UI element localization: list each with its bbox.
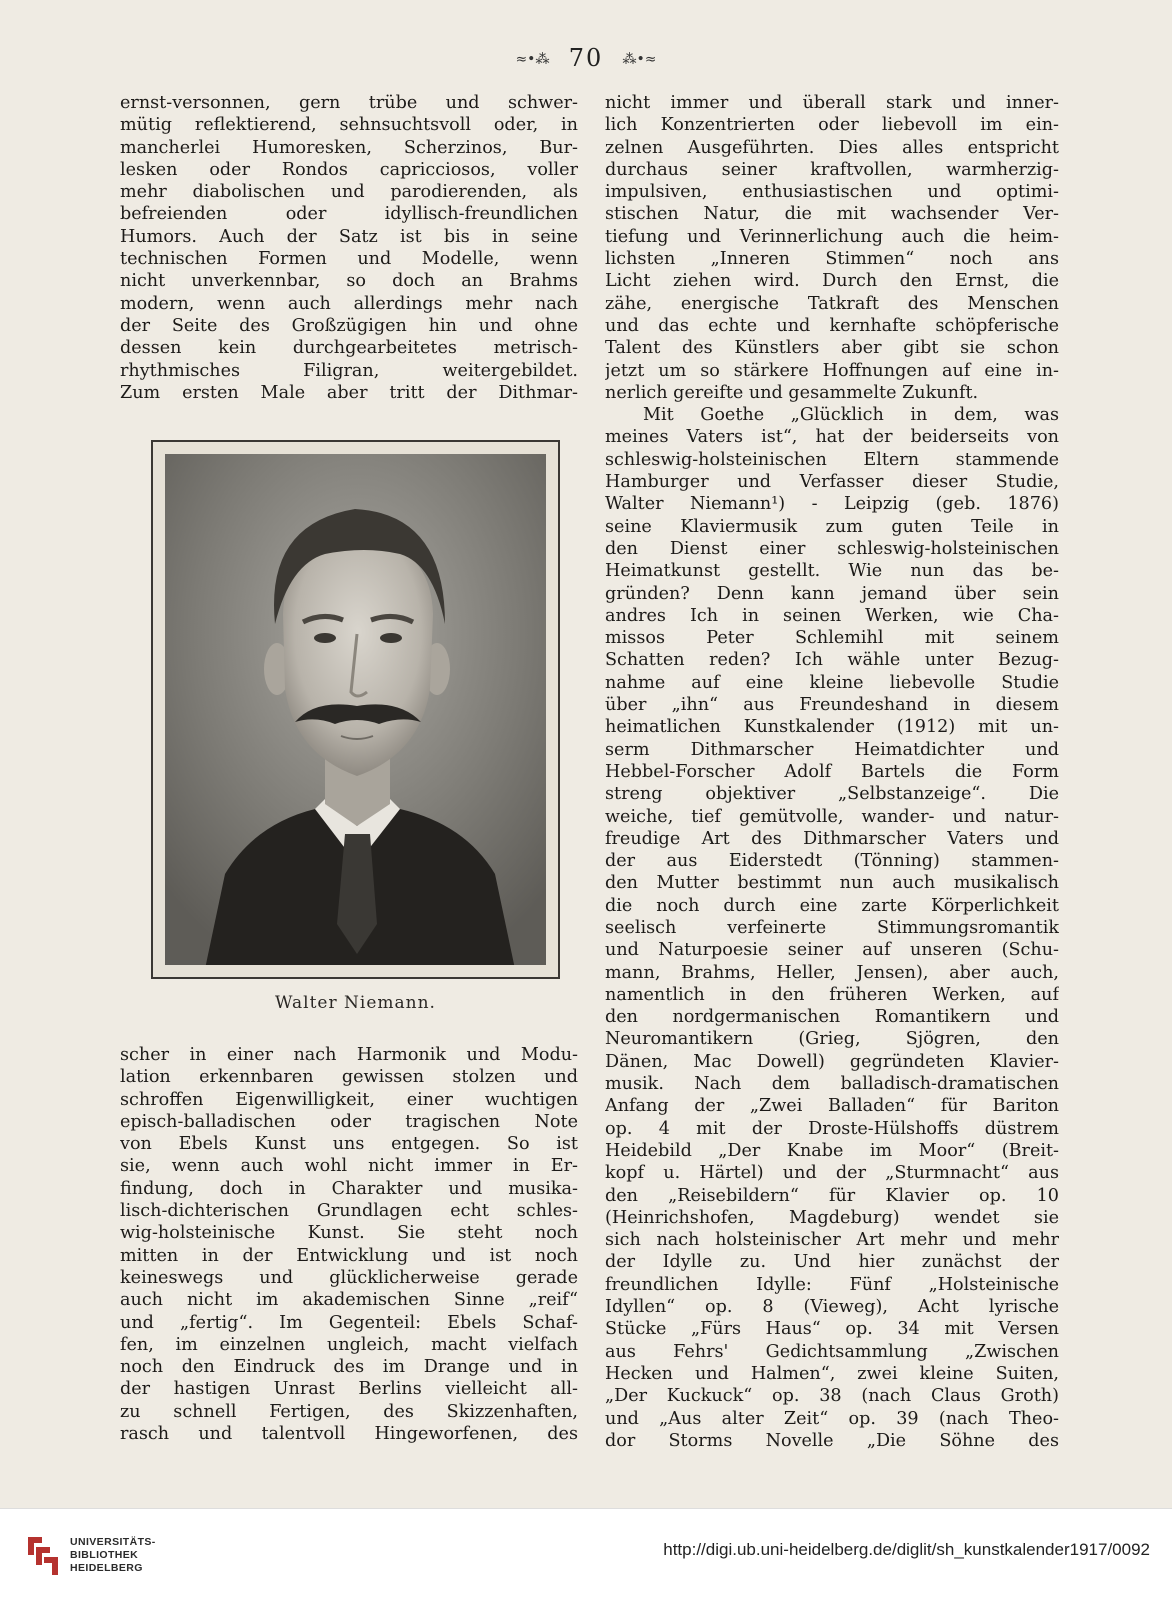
portrait-illustration	[165, 454, 546, 965]
permalink-url[interactable]: http://digi.ub.uni-heidelberg.de/diglit/sh_kunstkalender1917/0092	[663, 1540, 1150, 1559]
text-line: Heimatkunst gestellt. Wie nun das be-	[605, 561, 1059, 582]
text-line: nicht immer und überall stark und inner-	[605, 93, 1059, 113]
text-line: Neuromantikern (Grieg, Sjögren, den	[605, 1029, 1059, 1050]
text-line: stischen Natur, die mit wachsender Ver-	[605, 204, 1059, 225]
text-line: schroffen Eigenwilligkeit, einer wuchtigen	[120, 1089, 578, 1110]
text-line: Zum ersten Male aber tritt der Dithmar-	[120, 382, 578, 403]
page-header	[0, 44, 1172, 72]
text-line: von Ebels Kunst uns entgegen. So ist	[120, 1134, 578, 1155]
text-line: op. 4 mit der Droste-Hülshoffs düstrem	[605, 1118, 1059, 1139]
text-line: und Naturpoesie seiner auf unseren (Schu-	[605, 940, 1059, 961]
text-line: streng objektiver „Selbstanzeige“. Die	[605, 784, 1059, 805]
text-line: dor Storms Novelle „Die Söhne des	[605, 1430, 1059, 1451]
text-line: der Idylle zu. Und hier zunächst der	[605, 1252, 1059, 1273]
text-line: sie, wenn auch wohl nicht immer in Er-	[120, 1156, 578, 1177]
text-line: Hamburger und Verfasser dieser Studie,	[605, 472, 1059, 493]
text-line: serm Dithmarscher Heimatdichter und	[605, 739, 1059, 760]
text-line: weiche, tief gemütvolle, wander- und natur-	[605, 806, 1059, 827]
text-line: Heidebild „Der Knabe im Moor“ (Breit-	[605, 1140, 1059, 1161]
text-line: nicht unverkennbar, so doch an Brahms	[120, 271, 578, 292]
text-line: mancherlei Humoresken, Scherzinos, Bur-	[120, 137, 578, 158]
text-line: dessen kein durchgearbeitetes metrisch-	[120, 338, 578, 359]
library-name	[70, 1536, 156, 1575]
text-line: mehr diabolischen und parodierenden, als	[120, 182, 578, 203]
text-line: lichsten „Inneren Stimmen“ noch ans	[605, 249, 1059, 270]
text-line: Licht ziehen wird. Durch den Ernst, die	[605, 271, 1059, 292]
text-line: Humors. Auch der Satz ist bis in seine	[120, 226, 578, 247]
text-line: kopf u. Härtel) und der „Sturmnacht“ aus	[605, 1163, 1059, 1184]
text-line: meines Vaters ist“, hat der beiderseits von	[605, 427, 1059, 448]
text-line: seelisch verfeinerte Stimmungsromantik	[605, 917, 1059, 938]
text-line: tiefung und Verinnerlichung auch die heim-	[605, 226, 1059, 247]
text-line: jetzt um so stärkere Hoffnungen auf eine in-	[605, 360, 1059, 381]
text-line: der aus Eiderstedt (Tönning) stammen-	[605, 851, 1059, 872]
text-line: die noch durch eine zarte Körperlichkeit	[605, 895, 1059, 916]
text-line: aus Fehrs' Gedichtsammlung „Zwischen	[605, 1341, 1059, 1362]
text-line: Talent des Künstlers aber gibt sie schon	[605, 338, 1059, 359]
text-line: zähe, energische Tatkraft des Menschen	[605, 293, 1059, 314]
text-line: findung, doch in Charakter und musika-	[120, 1178, 578, 1199]
text-line: zelnen Ausgeführten. Dies alles entspricht	[605, 137, 1059, 158]
text-line: durchaus seiner kraftvollen, warmherzig-	[605, 159, 1059, 180]
library-logo-icon	[22, 1533, 62, 1579]
text-line: Walter Niemann¹) - Leipzig (geb. 1876)	[605, 494, 1059, 515]
text-line: freundlichen Idylle: Fünf „Holsteinische	[605, 1274, 1059, 1295]
left-column-top-text	[120, 92, 578, 404]
text-line: missos Peter Schlemihl mit seinem	[605, 628, 1059, 649]
text-line: Anfang der „Zwei Balladen“ für Bariton	[605, 1096, 1059, 1117]
text-line: rasch und talentvoll Hingeworfenen, des	[120, 1424, 578, 1445]
text-line: impulsiven, enthusiastischen und optimi-	[605, 182, 1059, 203]
text-line: Idyllen“ op. 8 (Vieweg), Acht lyrische	[605, 1297, 1059, 1318]
text-line: lesken oder Rondos capricciosos, voller	[120, 159, 578, 180]
library-name-line: UNIVERSITÄTS-	[70, 1536, 156, 1548]
page-number: 70	[568, 44, 604, 72]
text-line: musik. Nach dem balladisch-dramatischen	[605, 1074, 1059, 1095]
text-line: episch-balladischen oder tragischen Note	[120, 1111, 578, 1132]
text-line: sich nach holsteinischer Art mehr und mehr	[605, 1230, 1059, 1251]
text-line: „Der Kuckuck“ op. 38 (nach Claus Groth)	[605, 1386, 1059, 1407]
text-line: freudige Art des Dithmarscher Vaters und	[605, 828, 1059, 849]
text-line: Mit Goethe „Glücklich in dem, was	[643, 405, 1059, 426]
library-name-line: BIBLIOTHEK	[70, 1549, 139, 1561]
text-line: scher in einer nach Harmonik und Modu-	[120, 1045, 578, 1065]
text-line: Hebbel-Forscher Adolf Bartels die Form	[605, 761, 1059, 782]
text-line: rhythmisches Filigran, weitergebildet.	[120, 360, 578, 381]
text-line: seine Klaviermusik zum guten Teile in	[605, 516, 1059, 537]
text-line: modern, wenn auch allerdings mehr nach	[120, 293, 578, 314]
text-line: über „ihn“ aus Freundeshand in diesem	[605, 695, 1059, 716]
text-line: lation erkennbaren gewissen stolzen und	[120, 1067, 578, 1088]
text-line: lich Konzentrierten oder liebevoll im ein-	[605, 115, 1059, 136]
text-line: mitten in der Entwicklung und ist noch	[120, 1245, 578, 1266]
header-ornament-right: ⁂•≈	[622, 51, 657, 68]
text-line: den Mutter bestimmt nun auch musikalisch	[605, 873, 1059, 894]
library-name-line: HEIDELBERG	[70, 1562, 143, 1574]
text-line: andres Ich in seinen Werken, wie Cha-	[605, 605, 1059, 626]
text-line: fen, im einzelnen ungleich, macht vielfach	[120, 1334, 578, 1355]
text-line: der hastigen Unrast Berlins vielleicht all-	[120, 1379, 578, 1400]
viewer-footer	[0, 1508, 1172, 1607]
text-line: noch den Eindruck des im Drange und in	[120, 1357, 578, 1378]
text-line: nahme auf eine kleine liebevolle Studie	[605, 672, 1059, 693]
text-line: Stücke „Fürs Haus“ op. 34 mit Versen	[605, 1319, 1059, 1340]
text-line: namentlich in den früheren Werken, auf	[605, 984, 1059, 1005]
text-line: Dänen, Mac Dowell) gegründeten Klavier-	[605, 1051, 1059, 1072]
portrait-photo	[151, 440, 560, 979]
text-line: und „fertig“. Im Gegenteil: Ebels Schaf-	[120, 1312, 578, 1333]
text-line: den „Reisebildern“ für Klavier op. 10	[605, 1185, 1059, 1206]
text-line: den Dienst einer schleswig-holsteinischen	[605, 538, 1059, 559]
text-line: mütig reflektierend, sehnsuchtsvoll oder, in	[120, 115, 578, 136]
right-column-text	[605, 92, 1059, 1452]
text-line: gründen? Denn kann jemand über sein	[605, 583, 1059, 604]
text-line: schleswig-holsteinischen Eltern stammende	[605, 449, 1059, 470]
text-line: keineswegs und glücklicherweise gerade	[120, 1267, 578, 1288]
text-line: Hecken und Halmen“, zwei kleine Suiten,	[605, 1363, 1059, 1384]
text-line: (Heinrichshofen, Magdeburg) wendet sie	[605, 1207, 1059, 1228]
text-line: Schatten reden? Ich wähle unter Bezug-	[605, 650, 1059, 671]
text-line: wig-holsteinische Kunst. Sie steht noch	[120, 1223, 578, 1244]
portrait-image	[165, 454, 546, 965]
text-line: und das echte und kernhafte schöpferische	[605, 315, 1059, 336]
header-ornament-left: ≈•⁂	[515, 51, 550, 68]
text-line: befreienden oder idyllisch-freundlichen	[120, 204, 578, 225]
left-column-bottom-text	[120, 1044, 578, 1445]
photo-caption: Walter Niemann.	[275, 993, 436, 1013]
text-line: lisch-dichterischen Grundlagen echt schles-	[120, 1201, 578, 1222]
text-line: technischen Formen und Modelle, wenn	[120, 249, 578, 270]
text-line: heimatlichen Kunstkalender (1912) mit un-	[605, 717, 1059, 738]
text-line: der Seite des Großzügigen hin und ohne	[120, 315, 578, 336]
text-line: den nordgermanischen Romantikern und	[605, 1007, 1059, 1028]
text-line: ernst-versonnen, gern trübe und schwer-	[120, 93, 578, 113]
text-line: und „Aus alter Zeit“ op. 39 (nach Theo-	[605, 1408, 1059, 1429]
text-line: auch nicht im akademischen Sinne „reif“	[120, 1290, 578, 1311]
text-line: mann, Brahms, Heller, Jensen), aber auch,	[605, 962, 1059, 983]
text-line: nerlich gereifte und gesammelte Zukunft.	[605, 382, 979, 403]
text-line: zu schnell Fertigen, des Skizzenhaften,	[120, 1401, 578, 1422]
